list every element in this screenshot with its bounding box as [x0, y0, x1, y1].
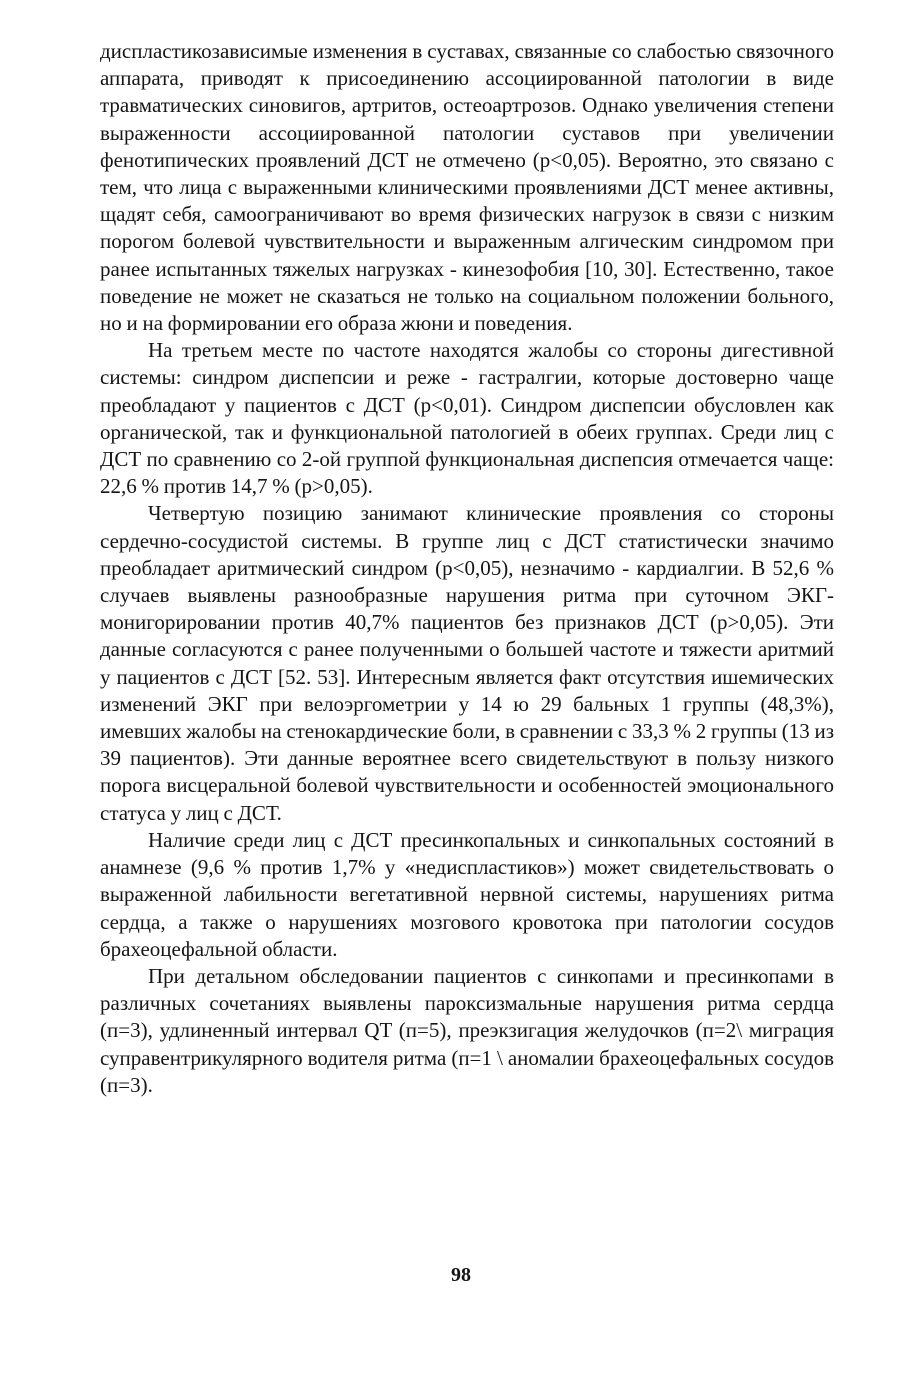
body-text — [100, 38, 834, 1099]
paragraph-2: На третьем месте по частоте находятся жалобы со стороны дигестивной системы: синдром диспепсии и реже - гастралгии, которые достоверно чаще преобладают у пациентов с ДСТ (р<0,01). Синдром диспепсии обусловлен как органической, так и функциональной патологией в обеих группах. Среди лиц с ДСТ по сравнению со 2-ой группой функциональная диспепсия отмечается чаще: 22,6 % против 14,7 % (р>0,05). — [100, 338, 834, 499]
paragraph-5: При детальном обследовании пациентов с синкопами и пресинкопами в различных сочетаниях выявлены пароксизмальные нарушения ритма сердца (п=3), удлиненный интервал QT (п=5), преэкзигация желудочков (п=2\ миграция суправентрикулярного водителя ритма (п=1 \ аномалии брахеоцефальных сосудов (п=3). — [100, 963, 834, 1097]
paragraph-3: Четвертую позицию занимают клинические проявления со стороны сердечно-сосудистой системы. В группе лиц с ДСТ статистически значимо преобладает аритмический синдром (р<0,05), незначимо - кардиалгии. В 52,6 % случаев выявлены разнообразные нарушения ритма при суточном ЭКГ-монигорировании против 40,7% пациентов без признаков ДСТ (р>0,05). Эти данные согласуются с ранее полученными о большей частоте и тяжести аритмий у пациентов с ДСТ [52. 53]. Интересным является факт отсутствия ишемических изменений ЭКГ при велоэргометрии у 14 ю 29 бальных 1 группы (48,3%), имевших жалобы на стенокардические боли, в сравнении с 33,3 % 2 группы (13 из 39 пациентов). Эти данные вероятнее всего свидетельствуют в пользу низкого порога висцеральной болевой чувствительности и особенностей эмоционального статуса у лиц с ДСТ. — [100, 501, 834, 825]
page-number: 98 — [451, 1264, 471, 1286]
paragraph-4: Наличие среди лиц с ДСТ пресинкопальных и синкопальных состояний в анамнезе (9,6 % против 1,7% у «недиспластиков») может свидетельствовать о выраженной лабильности вегетативной нервной системы, нарушениях ритма сердца, а также о нарушениях мозгового кровотока при патологии сосудов брахеоцефальной области. — [100, 827, 834, 961]
paragraph-1: диспластикозависимые изменения в суставах, связанные со слабостью связочного аппарата, приводят к присоединению ассоциированной патологии в виде травматических синовигов, артритов, остеоартрозов. Однако увеличения степени выраженности ассоциированной патологии суставов при увеличении фенотипических проявлений ДСТ не отмечено (р<0,05). Вероятно, это связано с тем, что лица с выраженными клиническими проявлениями ДСТ менее активны, щадят себя, самоограничивают во время физических нагрузок в связи с низким порогом болевой чувствительности и выраженным алгическим синдромом при ранее испытанных тяжелых нагрузках - кинезофобия [10, 30]. Естественно, такое поведение не может не сказаться не только на социальном положении больного, но и на формировании его образа жюни и поведения. — [100, 39, 834, 336]
